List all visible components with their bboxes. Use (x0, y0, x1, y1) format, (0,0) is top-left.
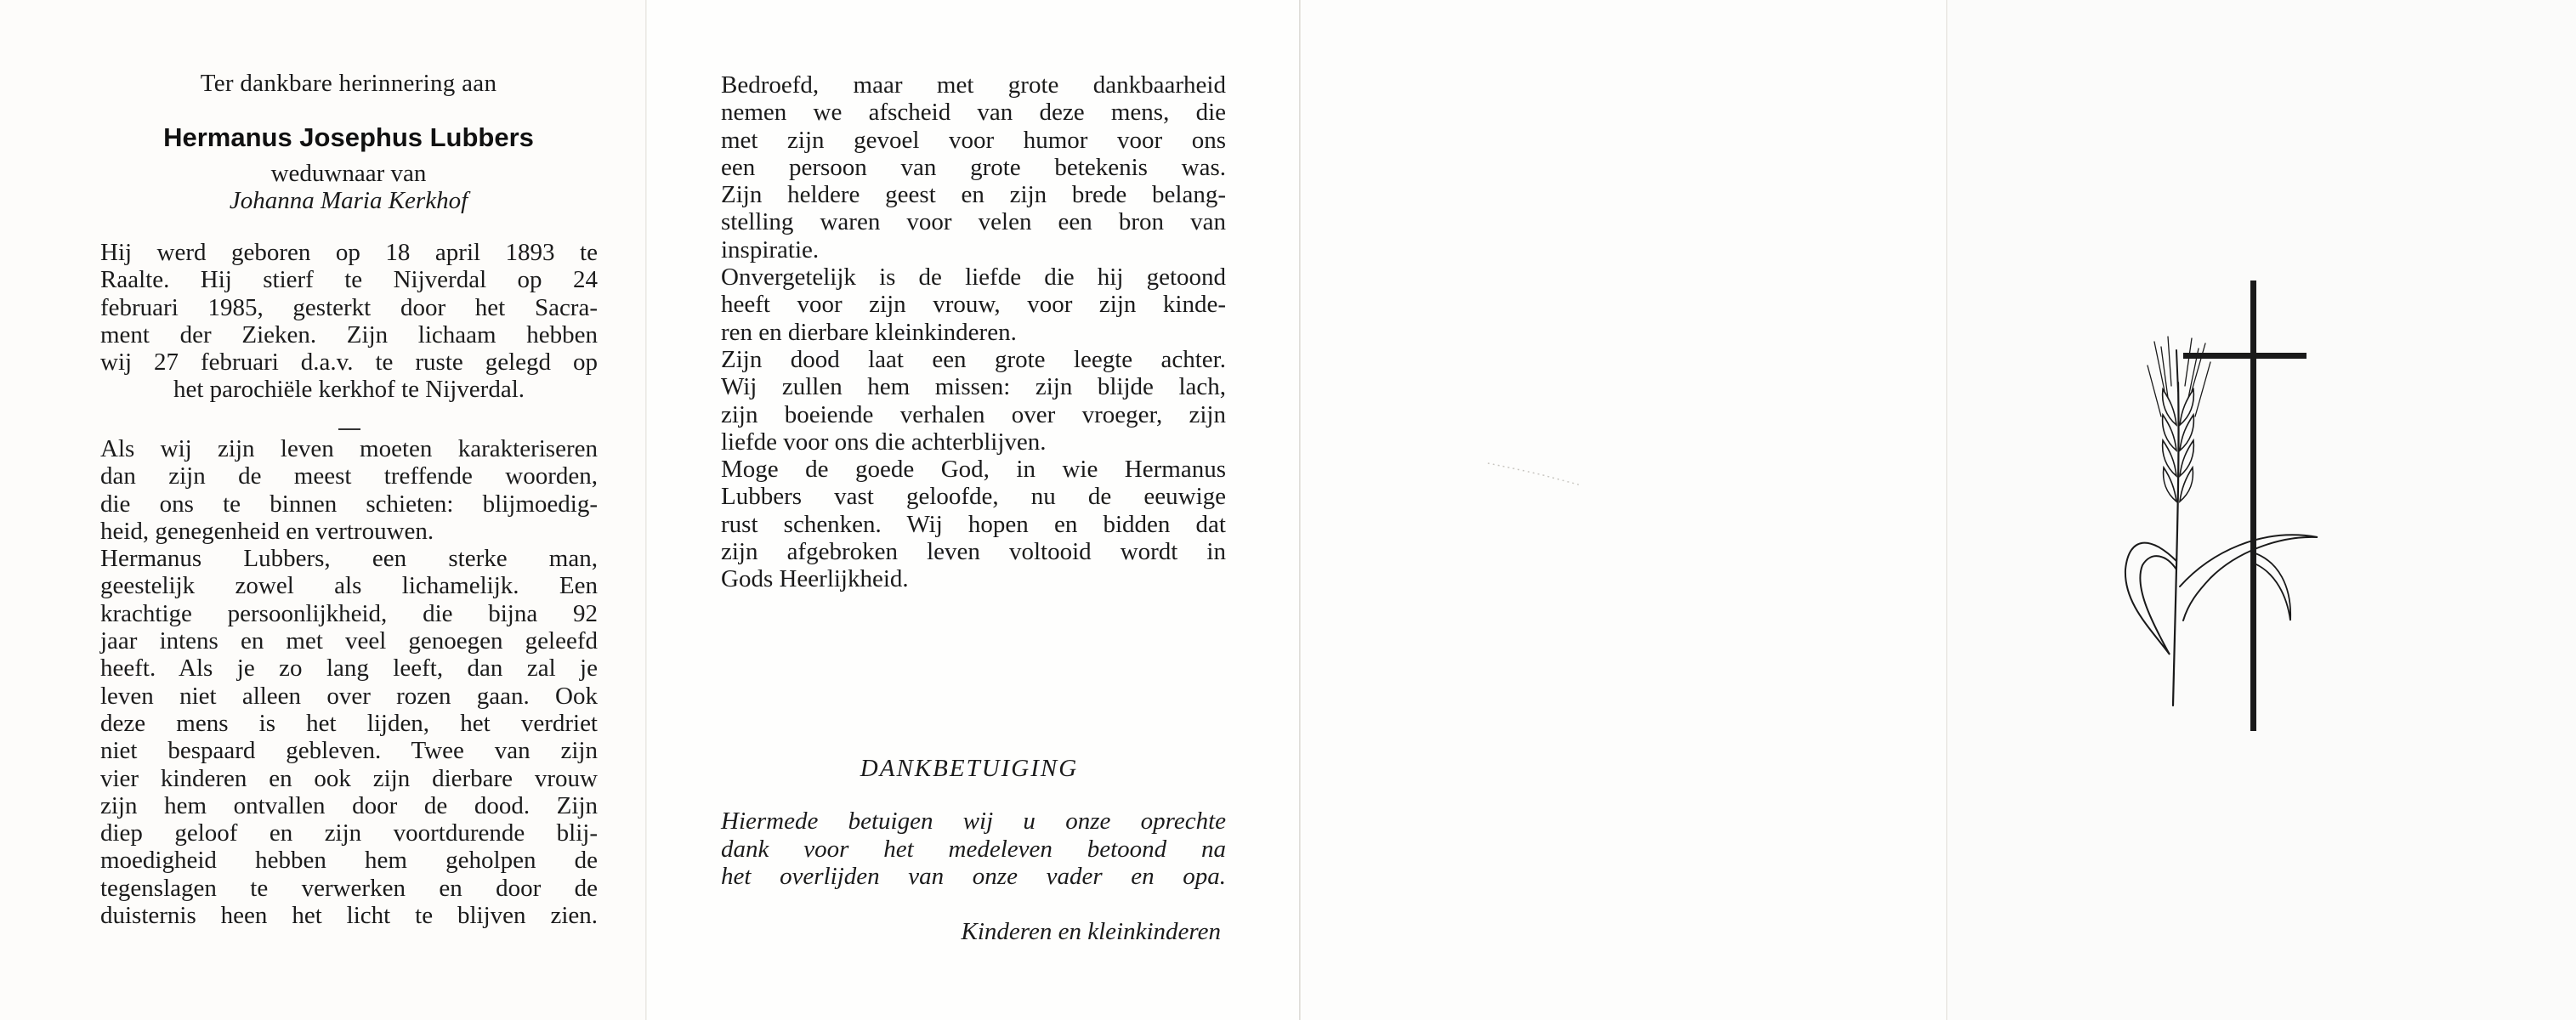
text-line: ment der Zieken. Zijn lichaam hebben (100, 320, 598, 348)
widower-label: weduwnaar van (270, 160, 427, 187)
text-line: dank voor het medeleven betoond na (721, 835, 1226, 863)
text-line: Als wij zijn leven moeten karakteriseren (100, 435, 598, 462)
text-line: Zijn dood laat een grote leegte achter. (721, 345, 1226, 373)
text-line: Hij werd geboren op 18 april 1893 te (100, 239, 598, 266)
text-line: zijn boeiende verhalen over vroeger, zijn (721, 400, 1226, 428)
text-line: Hermanus Lubbers, een sterke man, (100, 545, 598, 573)
fold-line (1946, 0, 1948, 1020)
thanks-paragraph (721, 808, 1226, 891)
text-line: deze mens is het lijden, het verdriet (100, 709, 598, 737)
text-line: heid, genegenheid en vertrouwen. (100, 517, 434, 545)
text-line: inspiratie. (721, 235, 820, 264)
farewell-paragraph (721, 71, 1226, 593)
text-line: zijn hem ontvallen door de dood. Zijn (100, 791, 598, 819)
text-line: Bedroefd, maar met grote dankbaarheid (721, 71, 1226, 99)
deceased-name: Hermanus Josephus Lubbers (163, 122, 534, 152)
text-line: Raalte. Hij stierf te Nijverdal op 24 (100, 266, 598, 294)
text-line: diep geloof en zijn voortdurende blij- (100, 819, 598, 847)
text-line: het overlijden van onze vader en opa. (721, 863, 1226, 890)
text-line: wij 27 februari d.a.v. te ruste gelegd op (100, 348, 598, 377)
text-line: dan zijn de meest treffende woorden, (100, 462, 598, 490)
text-line: die ons te binnen schieten: blijmoedig- (100, 490, 598, 518)
fold-line (645, 0, 647, 1020)
text-line: heeft. Als je zo lang leeft, dan zal je (100, 654, 598, 683)
fold-line (1299, 0, 1301, 1020)
divider-dash (338, 428, 360, 430)
paper-speck (1484, 455, 1586, 489)
text-line: met zijn gevoel voor humor voor ons (721, 126, 1226, 154)
text-line: leven niet alleen over rozen gaan. Ook (100, 682, 598, 710)
family-signoff: Kinderen en kleinkinderen (961, 918, 1221, 945)
text-line: rust schenken. Wij hopen en bidden dat (721, 510, 1226, 538)
text-line: tegenslagen te verwerken en door de (100, 874, 598, 902)
text-line: het parochiële kerkhof te Nijverdal. (173, 376, 525, 404)
text-line: jaar intens en met veel genoegen geleefd (100, 627, 598, 655)
text-line: heeft voor zijn vrouw, voor zijn kinde- (721, 291, 1226, 319)
text-line: Moge de goede God, in wie Hermanus (721, 456, 1226, 484)
thanks-title: DANKBETUIGING (860, 755, 1079, 782)
text-line: vier kinderen en ook zijn dierbare vrouw (100, 764, 598, 792)
text-line: moedigheid hebben hem geholpen de (100, 847, 598, 875)
panel-back (1301, 0, 1947, 1020)
text-line: stelling waren voor velen een bron van (721, 208, 1226, 236)
text-line: krachtige persoonlijkheid, die bijna 92 (100, 599, 598, 627)
text-line: duisternis heen het licht te blijven zien. (100, 902, 598, 930)
text-line: niet bespaard gebleven. Twee van zijn (100, 737, 598, 765)
text-line: geestelijk zowel als lichamelijk. Een (100, 572, 598, 600)
text-line: Hiermede betuigen wij u onze oprechte (721, 808, 1226, 835)
text-line: Wij zullen hem missen: zijn blijde lach, (721, 373, 1226, 401)
text-line: Gods Heerlijkheid. (721, 565, 909, 593)
biography-paragraph (100, 239, 598, 404)
text-line: februari 1985, gesterkt door het Sacra- (100, 293, 598, 321)
text-line: zijn afgebroken leven voltooid wordt in (721, 538, 1226, 566)
cross-with-wheat-icon (2117, 280, 2321, 731)
text-line: een persoon van grote betekenis was. (721, 153, 1226, 181)
text-line: ren en dierbare kleinkinderen. (721, 318, 1017, 346)
text-line: liefde voor ons die achterblijven. (721, 428, 1047, 456)
spouse-name: Johanna Maria Kerkhof (229, 187, 468, 214)
memorial-heading: Ter dankbare herinnering aan (200, 70, 497, 97)
text-line: nemen we afscheid van deze mens, die (721, 99, 1226, 127)
text-line: Lubbers vast geloofde, nu de eeuwige (721, 483, 1226, 511)
text-line: Zijn heldere geest en zijn brede belang- (721, 181, 1226, 209)
text-line: Onvergetelijk is de liefde die hij getoond (721, 264, 1226, 292)
reflection-paragraph (100, 435, 598, 929)
